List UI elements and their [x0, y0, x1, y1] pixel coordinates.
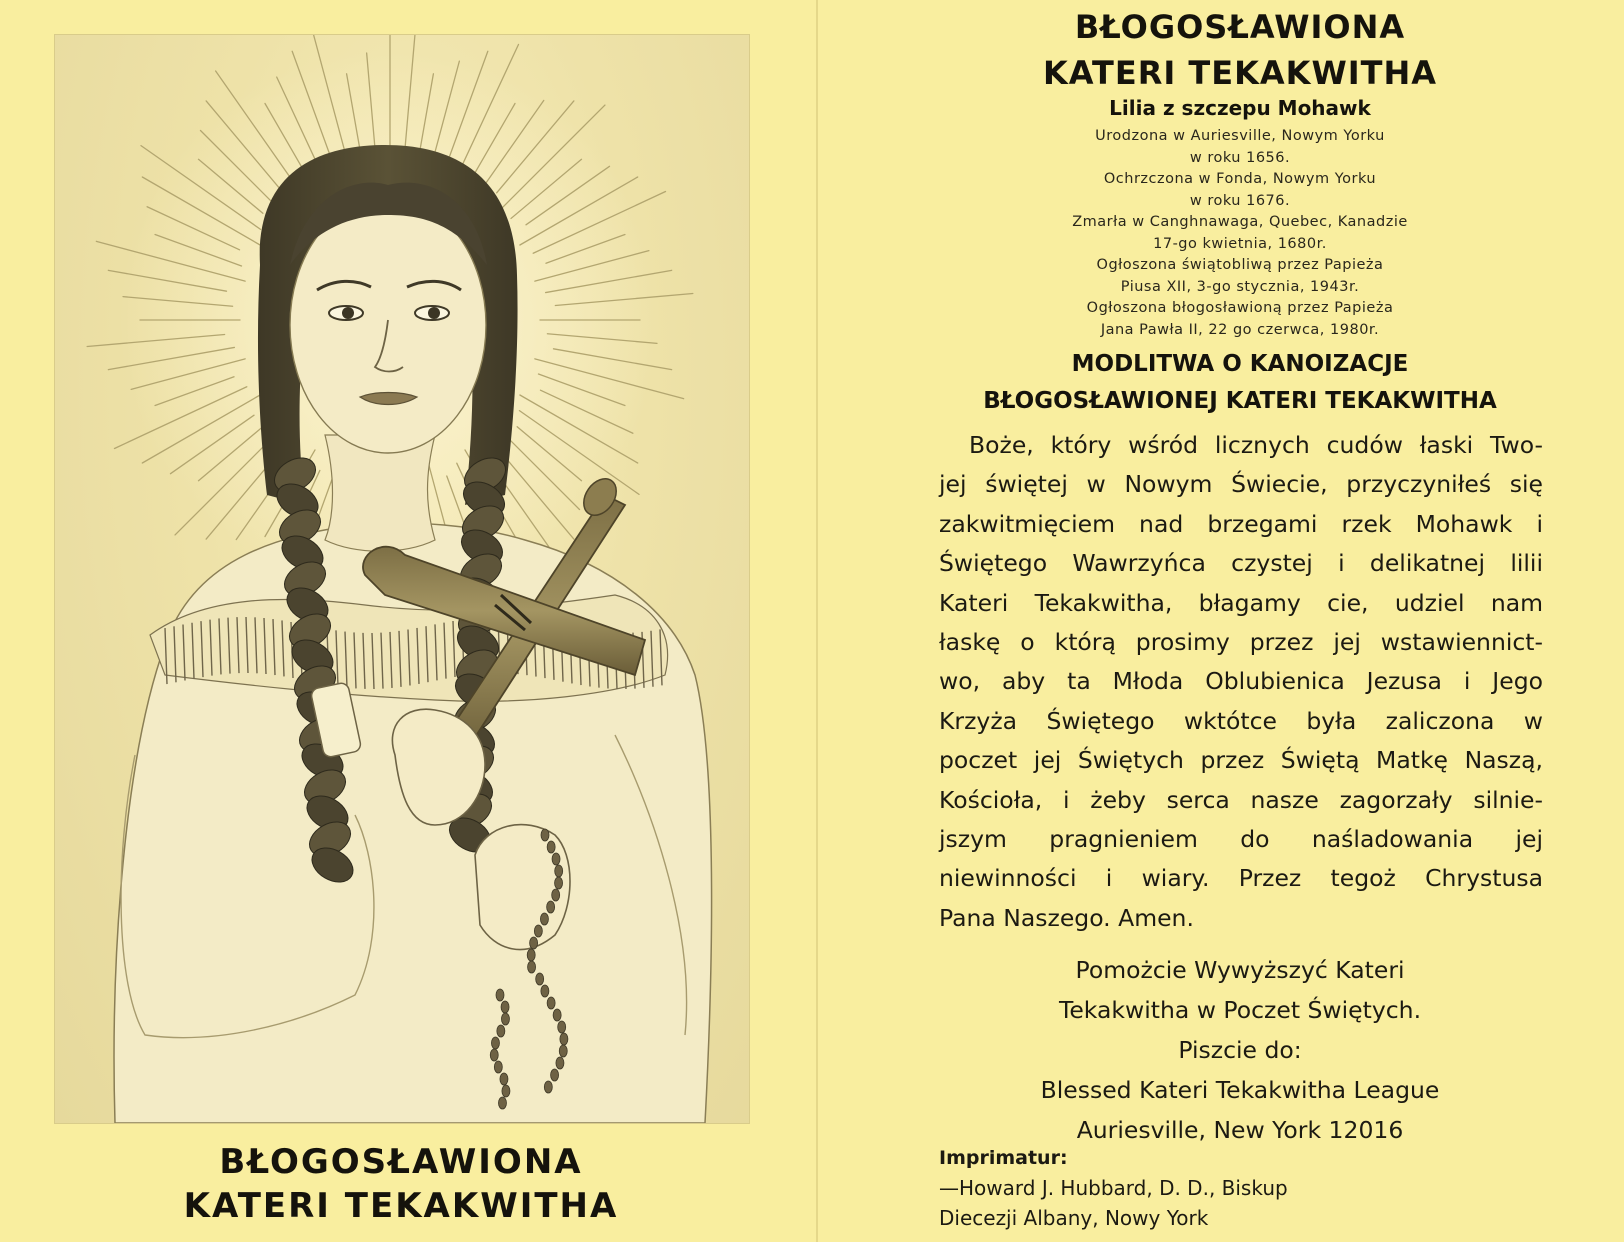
prayer-line: Pana Naszego. Amen.: [939, 903, 1194, 932]
prayer-heading: [920, 346, 1560, 420]
prayer-line: zakwitmięciem nad brzegami rzek Mohawk i: [939, 509, 1543, 538]
caption-line-2: KATERI TEKAKWITHA: [183, 1186, 619, 1226]
bio-line: Jana Pawła II, 22 go czerwca, 1980r.: [1100, 321, 1380, 338]
bio-line: 17-go kwietnia, 1680r.: [1153, 235, 1327, 252]
prayer-heading-line-1: MODLITWA O KANOIZACJE: [1071, 351, 1409, 377]
prayer-line: Krzyża Świętego wktótce była zaliczona w: [939, 706, 1543, 735]
prayer-line: Kateri Tekakwitha, błagamy cie, udziel nam: [939, 588, 1543, 617]
contact-line: Blessed Kateri Tekakwitha League: [1040, 1076, 1440, 1104]
contact-line: Auriesville, New York 12016: [1076, 1116, 1404, 1144]
prayer-line: Boże, który wśród licznych cudów łaski Two-: [969, 431, 1543, 459]
caption-line-1: BŁOGOSŁAWIONA: [219, 1142, 583, 1182]
prayer-line: jej świętej w Nowym Świecie, przyczyniłeś się: [939, 470, 1543, 499]
contact-line: Tekakwitha w Poczet Świętych.: [1058, 996, 1422, 1024]
bio-line: Ochrzczona w Fonda, Nowym Yorku: [1103, 171, 1377, 187]
right-pupil: [428, 307, 440, 319]
imprimatur-label: Imprimatur:: [939, 1147, 1068, 1169]
prayer-line: Świętego Wawrzyńca czystej i delikatnej lilii: [939, 549, 1543, 578]
prayer-line: łaskę o którą prosimy przez jej wstawiennict-: [939, 627, 1543, 656]
contact-line: Piszcie do:: [1178, 1036, 1302, 1064]
biography: [920, 126, 1560, 341]
card-subtitle: Lilia z szczepu Mohawk: [1109, 96, 1371, 120]
left-pupil: [342, 307, 354, 319]
bio-line: Urodzona w Auriesville, Nowym Yorku: [1095, 128, 1385, 144]
bio-line: Ogłoszona świątobliwą przez Papieża: [1096, 257, 1384, 273]
imprimatur: [939, 1143, 1543, 1233]
prayer-line: poczet jej Świętych przez Świętą Matkę Naszą,: [939, 746, 1543, 775]
prayer-text: [939, 426, 1543, 938]
card-fold: [816, 0, 818, 1242]
prayer-line: Kościoła, i żeby serca nasze zagorzały silnie-: [939, 785, 1543, 814]
title-line-1: BŁOGOSŁAWIONA: [1074, 8, 1406, 46]
prayer-line: niewinności i wiary. Przez tegoż Chrystusa: [939, 864, 1543, 893]
prayer-line: wo, aby ta Młoda Oblubienica Jezusa i Jego: [939, 667, 1543, 696]
contact-block: [920, 950, 1560, 1150]
imprimatur-line-2: Diecezji Albany, Nowy York: [939, 1206, 1209, 1230]
bio-line: w roku 1656.: [1189, 149, 1291, 166]
contact-line: Pomożcie Wywyższyć Kateri: [1075, 956, 1405, 984]
title-line-2: KATERI TEKAKWITHA: [1042, 54, 1438, 92]
prayer-heading-line-2: BŁOGOSŁAWIONEJ KATERI TEKAKWITHA: [983, 388, 1497, 414]
portrait-drawing: [55, 35, 749, 1123]
portrait-caption: [54, 1140, 748, 1228]
bio-line: Piusa XII, 3-go stycznia, 1943r.: [1120, 278, 1360, 295]
imprimatur-line-1: —Howard J. Hubbard, D. D., Biskup: [939, 1176, 1288, 1200]
bio-line: Ogłoszona błogosławioną przez Papieża: [1086, 300, 1394, 316]
portrait-illustration: [54, 34, 750, 1124]
bio-line: Zmarła w Canghnawaga, Quebec, Kanadzie: [1072, 214, 1408, 230]
card-title: [920, 4, 1560, 96]
prayer-line: jszym pragnieniem do naśladowania jej: [939, 824, 1543, 853]
bio-line: w roku 1676.: [1189, 192, 1291, 209]
